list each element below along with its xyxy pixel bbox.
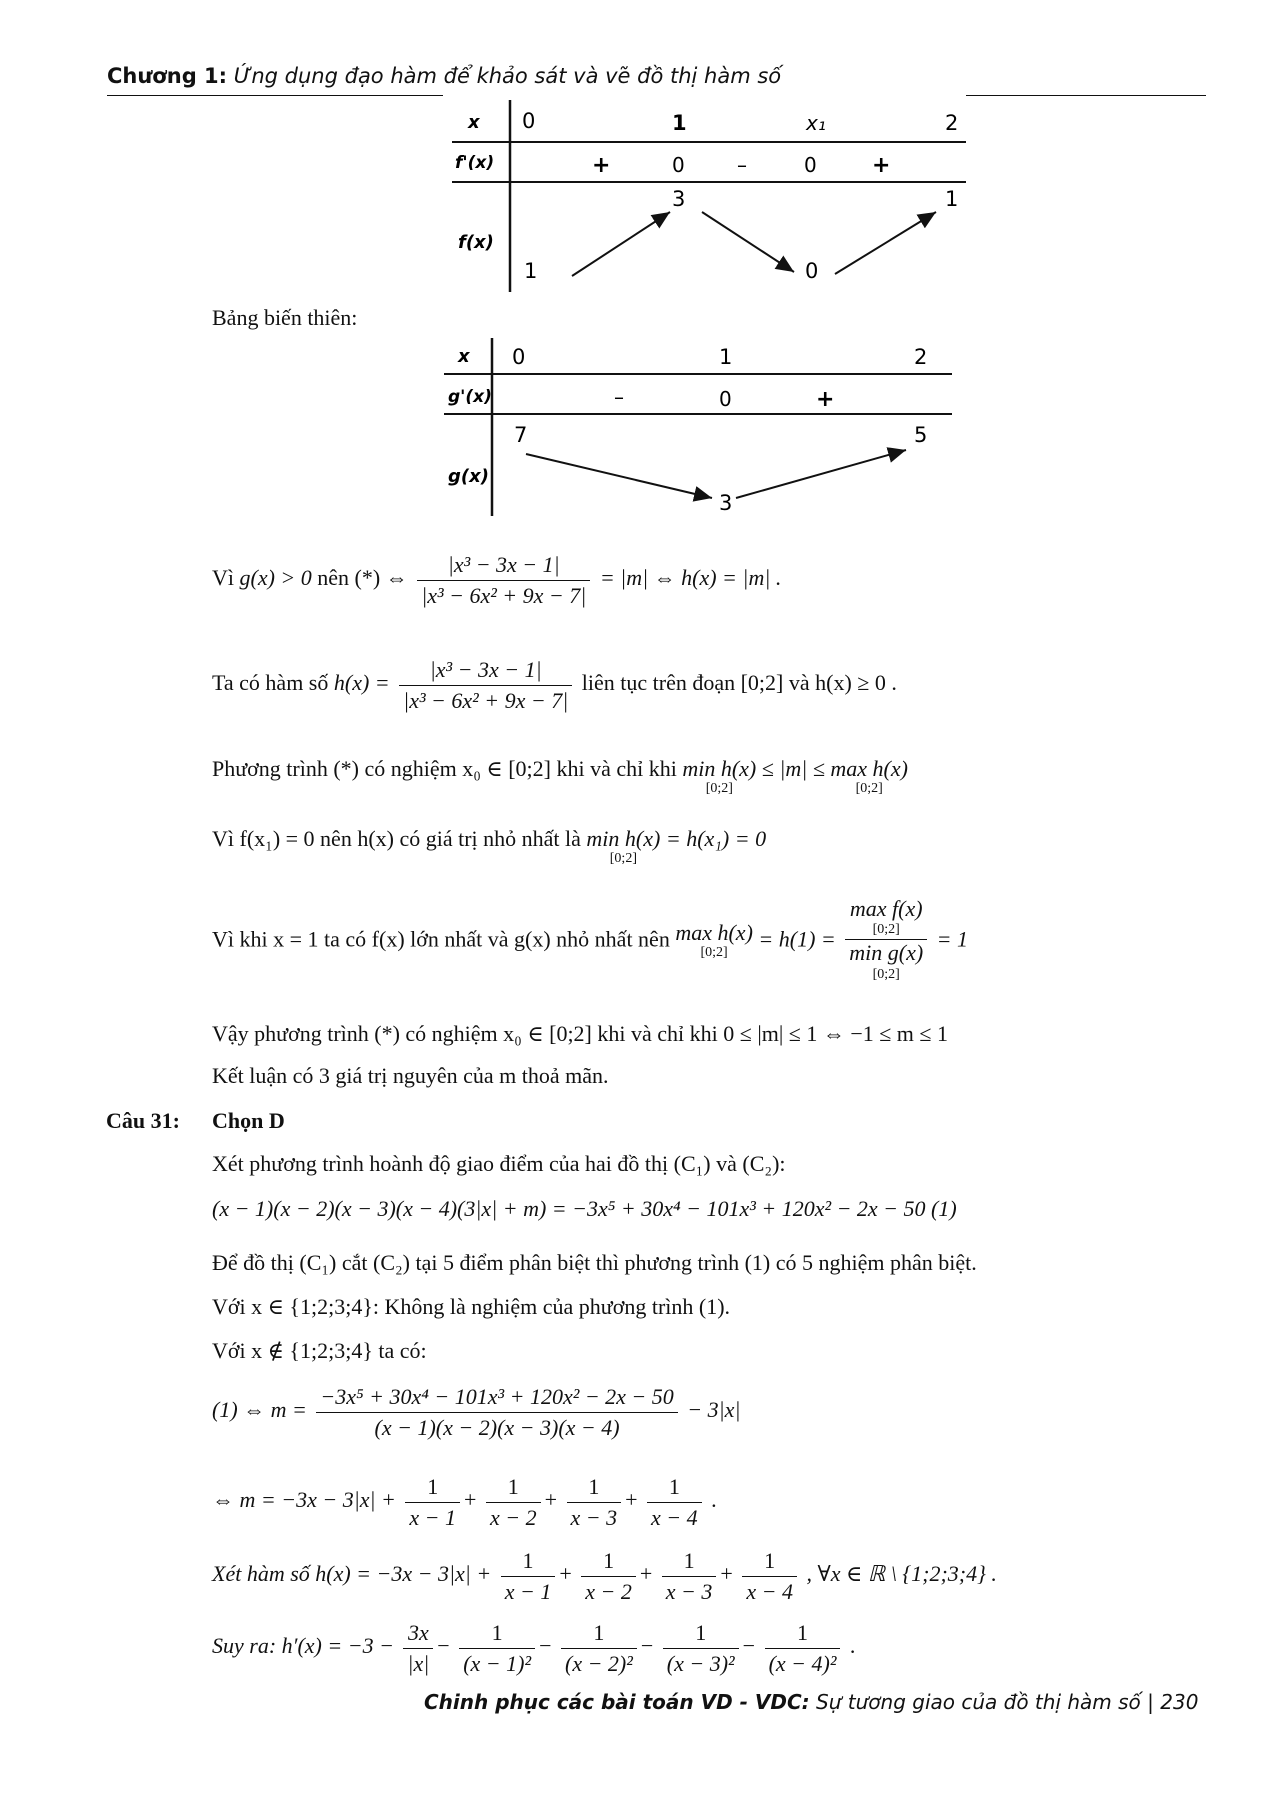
t1-sign-5: + <box>872 153 891 178</box>
line-5: Vì khi x = 1 ta có f(x) lớn nhất và g(x) nhỏ nhất nên max h(x) [0;2] = h(1) = max f(x) [0;2] min g(x) [0;2] = 1 <box>212 896 969 982</box>
variation-table-f <box>440 100 980 300</box>
variation-table-g <box>440 338 960 518</box>
t1-f-0: 1 <box>524 259 538 283</box>
question-answer: Chọn D <box>212 1108 285 1133</box>
t2-x-0: 0 <box>512 345 526 369</box>
t2-label-gprime: g'(x) <box>448 387 492 407</box>
q-line-7: ⇔ m = −3x − 3|x| + $\frac{1}{x - 1}$ + $\frac{1}{x - 2}$ + $\frac{1}{x - 3}$ + $\frac{1}{x - 4}$ . <box>212 1474 717 1530</box>
q-line-2: (x − 1)(x − 2)(x − 3)(x − 4)(3|x| + m) = −3x⁵ + 30x⁴ − 101x³ + 120x² − 2x − 50 (1) <box>212 1196 957 1221</box>
t1-arrow-down <box>702 212 794 272</box>
page-number: | 230 <box>1147 1690 1199 1714</box>
q-line-1: Xét phương trình hoành độ giao điểm của hai đồ thị (C₁) và (C₂): <box>212 1151 786 1176</box>
page-header <box>107 64 781 88</box>
footer-subtitle: Sự tương giao của đồ thị hàm số <box>816 1690 1141 1714</box>
q-line-4: Với x ∈ {1;2;3;4}: Không là nghiệm của phương trình (1). <box>212 1294 731 1319</box>
t1-arrow-up-1 <box>572 212 670 276</box>
t1-sign-1: + <box>592 153 611 178</box>
t2-arrow-down <box>526 454 712 498</box>
fraction-h: $\frac{\text{|x³ − 3x − 1|}}{\text{|x³ − 6x² + 9x − 7|}}$ <box>417 550 590 610</box>
q-line-5: Với x ∉ {1;2;3;4} ta có: <box>212 1338 427 1363</box>
fraction-maxmin: max f(x) [0;2] min g(x) [0;2] <box>845 896 927 983</box>
line-7: Kết luận có 3 giá trị nguyên của m thoả mãn. <box>212 1063 609 1088</box>
t2-g-0: 7 <box>514 423 528 447</box>
chapter-title: Ứng dụng đạo hàm để khảo sát và vẽ đồ thị hàm số <box>233 64 782 88</box>
t2-sign-2: 0 <box>719 387 732 411</box>
t2-x-1: 1 <box>719 345 733 369</box>
t1-label-f: f(x) <box>458 232 494 253</box>
t2-label-g: g(x) <box>448 466 489 487</box>
t1-f-2: 1 <box>945 187 959 211</box>
t1-label-fprime: f'(x) <box>455 153 495 173</box>
fraction-h-def: $\frac{\text{|x³ − 3x − 1|}}{\text{|x³ − 6x² + 9x − 7|}}$ <box>399 655 572 715</box>
t1-sign-4: 0 <box>804 153 817 177</box>
t1-x-1: 1 <box>672 111 687 135</box>
page-footer <box>424 1690 1198 1714</box>
t2-label-x: x <box>458 346 470 367</box>
line-4: Vì f(x₁) = 0 nên h(x) có giá trị nhỏ nhất là min h(x) [0;2] = h(x₁) = 0 <box>212 826 767 866</box>
t2-g-1: 3 <box>719 491 733 515</box>
q-line-8: Xét hàm số h(x) = −3x − 3|x| + $\frac{1}{x - 1}$ + $\frac{1}{x - 2}$ + $\frac{1}{x - 3}$ + $\frac{1}{x - 4}$ , ∀x ∈ ℝ \ {1;2;3;4} . <box>212 1548 997 1604</box>
line-6: Vậy phương trình (*) có nghiệm x₀ ∈ [0;2] khi và chỉ khi 0 ≤ |m| ≤ 1 ⇔ −1 ≤ m ≤ 1 <box>212 1021 948 1046</box>
t2-g-2: 5 <box>914 423 928 447</box>
t1-sign-3: – <box>737 153 747 177</box>
line-3: Phương trình (*) có nghiệm x₀ ∈ [0;2] khi và chỉ khi min h(x) [0;2] ≤ |m| ≤ max h(x) [0;2] <box>212 756 908 796</box>
q-line-3: Để đồ thị (C₁) cắt (C₂) tại 5 điểm phân biệt thì phương trình (1) có 5 nghiệm phân biệt. <box>212 1250 977 1275</box>
t1-label-x: x <box>468 112 480 133</box>
line-1: Vì g(x) > 0 nên (*) ⇔ $\frac{\text{|x³ − 3x − 1|}}{\text{|x³ − 6x² + 9x − 7|}}$ = |m| ⇔ h(x) = |m| . <box>212 550 781 610</box>
t2-sign-3: + <box>816 387 835 412</box>
line-2: Ta có hàm số h(x) = $\frac{\text{|x³ − 3x − 1|}}{\text{|x³ − 6x² + 9x − 7|}}$ liên tục trên đoạn [0;2] và h(x) ≥ 0 . <box>212 655 897 715</box>
q-line-9: Suy ra: h′(x) = −3 − $\frac{3x}{|x|}$ − $\frac{1}{\text{(x − 1)²}}$ − $\frac{1}{\text{(x − 2)²}}$ − $\frac{1}{\text{(x − 3)²}}$ − $\frac{1}{\text{(x − 4)²}}$ . <box>212 1620 856 1676</box>
t2-x-2: 2 <box>914 345 928 369</box>
t2-sign-1: – <box>614 385 624 409</box>
header-rule-right <box>966 95 1206 96</box>
question-label: Câu 31: <box>106 1108 180 1133</box>
q-line-6: (1) ⇔ m = $\frac{\text{−3x⁵ + 30x⁴ − 101x³ + 120x² − 2x − 50}}{(x - 1)(x - 2)(x - 3)(x - 4)}$ − 3|x| <box>212 1382 741 1442</box>
footer-book: Chinh phục các bài toán VD - VDC: <box>424 1690 810 1714</box>
t2-arrow-up <box>736 450 906 498</box>
table2-caption: Bảng biến thiên: <box>212 305 358 330</box>
t1-sign-2: 0 <box>672 153 685 177</box>
header-rule-left <box>107 95 443 96</box>
chapter-label: Chương 1: <box>107 64 228 88</box>
t1-x-x1: x₁ <box>806 111 826 135</box>
t1-f-1: 3 <box>672 187 686 211</box>
t1-x-0: 0 <box>522 109 536 133</box>
fraction-m: $\frac{\text{−3x⁵ + 30x⁴ − 101x³ + 120x² − 2x − 50}}{(x - 1)(x - 2)(x - 3)(x - 4)}$ <box>316 1382 677 1442</box>
t1-arrow-up-2 <box>835 212 936 274</box>
t1-f-x1: 0 <box>805 259 819 283</box>
t1-x-2: 2 <box>945 111 959 135</box>
